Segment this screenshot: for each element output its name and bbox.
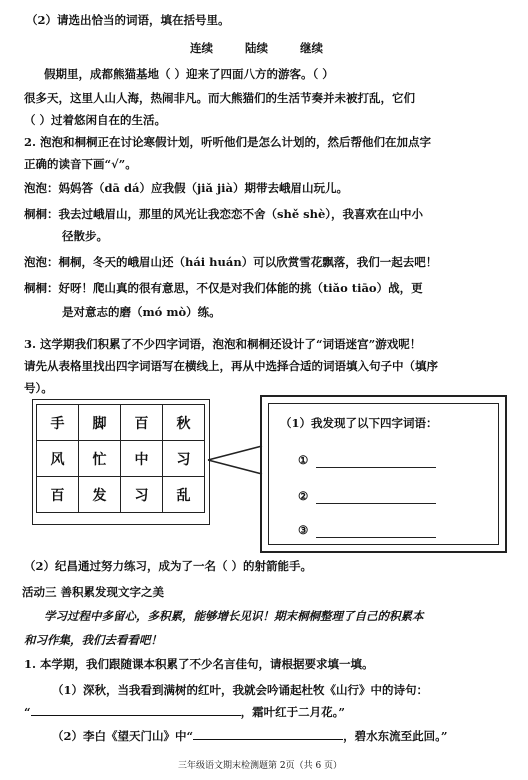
- answer-line-3[interactable]: [316, 537, 436, 538]
- dialog-line-1: [24, 180, 348, 196]
- open-quote: “: [24, 705, 31, 719]
- dialog-line-4: [24, 254, 437, 270]
- activity-intro-line2: 和习作集，我们去看看吧！: [24, 633, 162, 647]
- q5-2-suffix: ，碧水东流至此回。”: [343, 729, 448, 743]
- maze-cell: 中: [121, 441, 163, 477]
- dialog-text: 我去过峨眉山，那里的风光让我恋恋不舍（shě shè），我喜欢在山中小: [58, 207, 424, 221]
- q4-part2: （2）纪昌通过努力练习，成为了一名（ ）的射箭能手。: [24, 559, 313, 573]
- callout-pointer: [200, 440, 264, 480]
- maze-row: [37, 477, 205, 513]
- q5-header: 1. 本学期，我们跟随课本积累了不少名言佳句，请根据要求填一填。: [24, 657, 374, 671]
- answer-callout-box: [260, 395, 507, 553]
- q4-header-line1: 3. 这学期我们积累了不少四字词语，泡泡和桐桐还设计了“词语迷宫”游戏呢！: [24, 337, 422, 351]
- q3-header-line1: 2. 泡泡和桐桐正在讨论寒假计划，听听他们是怎么计划的，然后帮他们在加点字: [24, 135, 432, 149]
- maze-cell: 百: [37, 477, 79, 513]
- q2-sentence-3: （ ）过着悠闲自在的生活。: [24, 113, 167, 127]
- maze-cell: 风: [37, 441, 79, 477]
- answer-marker-2: ②: [298, 489, 309, 503]
- maze-cell: 秋: [163, 405, 205, 441]
- dialog-line-2: [24, 206, 423, 222]
- q2-option-1: 连续: [190, 41, 213, 55]
- q2-header: （2）请选出恰当的词语，填在括号里。: [26, 13, 230, 27]
- dialog-speaker: 泡泡：: [24, 181, 59, 195]
- dialog-line-5: [24, 280, 423, 296]
- q5-2-blank[interactable]: [193, 729, 343, 740]
- q2-option-2: 陆续: [245, 41, 268, 55]
- dialog-line-6: 是对意志的磨（mó mò）练。: [62, 305, 221, 319]
- maze-cell: 习: [121, 477, 163, 513]
- dialog-line-3: 径散步。: [62, 229, 108, 243]
- word-maze-table: [36, 404, 205, 513]
- q2-sentence-2: 很多天，这里人山人海，热闹非凡。而大熊猫们的生活节奏并未被打乱，它们: [24, 91, 415, 105]
- q5-1-ending: ，霜叶红于二月花。”: [240, 705, 345, 719]
- activity-intro-line1: 学习过程中多留心，多积累，能够增长见识！期末桐桐整理了自己的积累本: [44, 609, 424, 623]
- answer-line-2[interactable]: [316, 503, 436, 504]
- activity-title: 活动三 善积累发现文字之美: [22, 585, 165, 599]
- maze-cell: 发: [79, 477, 121, 513]
- maze-row: [37, 405, 205, 441]
- dialog-text: 妈妈答（dā dá）应我假（jiǎ jià）期带去峨眉山玩儿。: [58, 181, 348, 195]
- dialog-speaker: 桐桐：: [24, 207, 59, 221]
- maze-cell: 脚: [79, 405, 121, 441]
- maze-cell: 手: [37, 405, 79, 441]
- q4-header-line3: 号）。: [24, 381, 53, 395]
- callout-title: （1）我发现了以下四字词语：: [280, 416, 438, 430]
- q5-item-1: （1）深秋，当我看到满树的红叶，我就会吟诵起杜牧《山行》中的诗句：: [52, 683, 428, 697]
- q5-item-1-answer: [24, 704, 345, 720]
- dialog-text: 桐桐，冬天的峨眉山还（hái huán）可以欣赏雪花飘落，我们一起去吧！: [58, 255, 438, 269]
- dialog-text: 好呀！爬山真的很有意思，不仅是对我们体能的挑（tiǎo tiāo）战，更: [58, 281, 423, 295]
- maze-cell: 习: [163, 441, 205, 477]
- answer-line-1[interactable]: [316, 467, 436, 468]
- dialog-speaker: 桐桐：: [24, 281, 59, 295]
- q2-sentence-1: 假期里，成都熊猫基地（ ）迎来了四面八方的游客。（ ）: [44, 67, 334, 81]
- q5-2-prefix: （2）李白《望天门山》中“: [52, 729, 194, 743]
- page-footer: 三年级语文期末检测题第 2页（共 6 页）: [178, 761, 343, 771]
- q3-header-line2: 正确的读音下画“√”。: [24, 157, 137, 171]
- q5-1-blank[interactable]: [31, 705, 241, 716]
- maze-cell: 乱: [163, 477, 205, 513]
- q4-header-line2: 请先从表格里找出四字词语写在横线上，再从中选择合适的词语填入句子中（填序: [24, 359, 438, 373]
- q2-option-3: 继续: [300, 41, 323, 55]
- maze-cell: 百: [121, 405, 163, 441]
- answer-marker-3: ③: [298, 523, 309, 537]
- maze-cell: 忙: [79, 441, 121, 477]
- q5-item-2: [52, 728, 448, 744]
- answer-marker-1: ①: [298, 453, 309, 467]
- dialog-speaker: 泡泡：: [24, 255, 59, 269]
- maze-row: [37, 441, 205, 477]
